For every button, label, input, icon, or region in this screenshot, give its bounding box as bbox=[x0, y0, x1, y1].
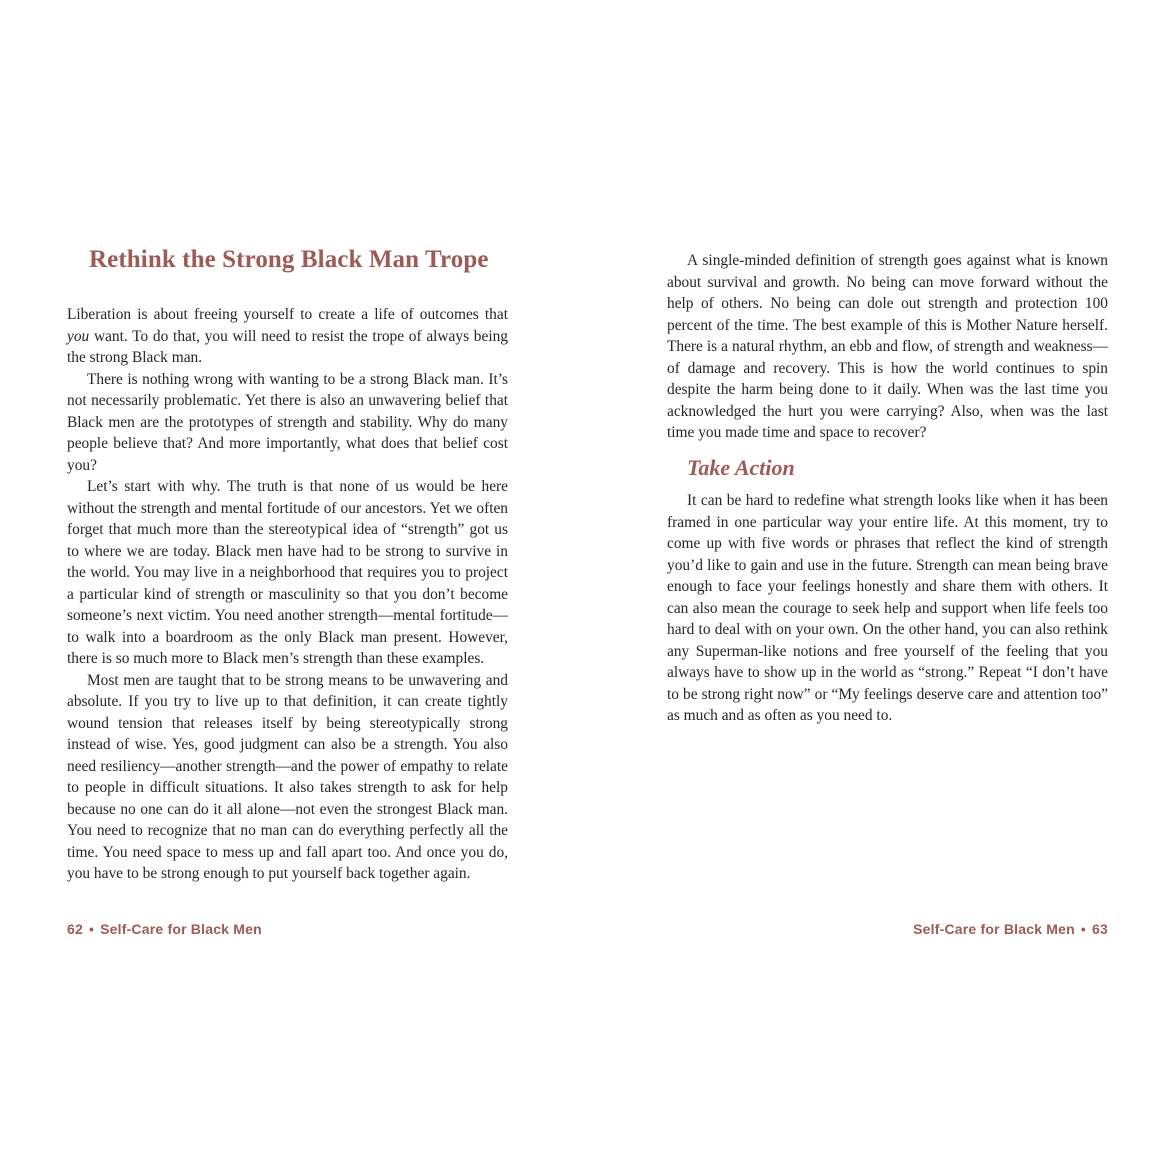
left-body-text bbox=[67, 304, 508, 885]
right-page-footer bbox=[913, 921, 1108, 937]
right-page bbox=[667, 0, 1108, 1173]
section-body-text bbox=[667, 490, 1108, 727]
running-title: Self-Care for Black Men bbox=[913, 921, 1075, 937]
footer-separator: • bbox=[88, 921, 95, 937]
paragraph: Let’s start with why. The truth is that none of us would be here without the strength and mental fortitude of our ancestors. Yet we often forget that much more than the stereotypical idea of “strength” got us to where we are today. Black men have had to be strong to survive in the world. You may live in a neighborhood that requires you to project a particular kind of strength or masculinity so that you don’t become someone’s next victim. You need another strength—mental fortitude—to walk into a boardroom as the only Black man present. However, there is so much more to Black men’s strength than these examples. bbox=[67, 478, 508, 667]
paragraph: Most men are taught that to be strong means to be unwavering and absolute. If you try to live up to that definition, it can create tightly wound tension that releases itself by being stereotypically strong instead of wise. Yes, good judgment can also be a strength. You also need resiliency—another strength—and the power of empathy to relate to people in difficult situations. It also takes strength to ask for help because no one can do it all alone—not even the strongest Black man. You need to recognize that no man can do everything perfectly all the time. You need space to mess up and fall apart too. And once you do, you have to be strong enough to put yourself back together again. bbox=[67, 671, 508, 882]
paragraph: There is nothing wrong with wanting to be a strong Black man. It’s not necessarily problematic. Yet there is also an unwavering belief that Black men are the prototypes of strength and stability. Why do many people believe that? And more importantly, what does that belief cost you? bbox=[67, 370, 508, 474]
footer-separator: • bbox=[1080, 921, 1087, 937]
section-heading: Take Action bbox=[687, 455, 795, 480]
paragraph: Liberation is about freeing yourself to create a life of outcomes that you want. To do that, you will need to resist the trope of always being the strong Black man. bbox=[67, 306, 508, 366]
page-number: 62 bbox=[67, 921, 83, 937]
emphasis: you bbox=[67, 327, 90, 345]
running-title: Self-Care for Black Men bbox=[100, 921, 262, 937]
chapter-title: Rethink the Strong Black Man Trope bbox=[89, 246, 489, 273]
left-page bbox=[67, 0, 508, 1173]
paragraph: A single-minded definition of strength goes against what is known about survival and growth. No being can move forward without the help of others. No being can dole out strength and protection 100 percent of the time. The best example of this is Mother Nature herself. There is a natural rhythm, an ebb and flow, of strength and weakness—of damage and recovery. This is how the world continues to spin despite the harm being done to it daily. When was the last time you acknowledged the hurt you were carrying? Also, when was the last time you made time and space to recover? bbox=[667, 252, 1108, 441]
right-body-text bbox=[667, 250, 1108, 444]
left-page-footer bbox=[67, 921, 262, 937]
paragraph: It can be hard to redefine what strength looks like when it has been framed in one particular way your entire life. At this moment, try to come up with five words or phrases that reflect the kind of strength you’d like to gain and use in the future. Strength can mean being brave enough to face your feelings honestly and share them with others. It can also mean the courage to seek help and support when life feels too hard to deal with on your own. On the other hand, you can also rethink any Superman-like notions and free yourself of the feeling that you always have to show up in the world as “strong.” Repeat “I don’t have to be strong right now” or “My feelings deserve care and attention too” as much and as often as you need to. bbox=[667, 492, 1108, 724]
page-number: 63 bbox=[1092, 921, 1108, 937]
